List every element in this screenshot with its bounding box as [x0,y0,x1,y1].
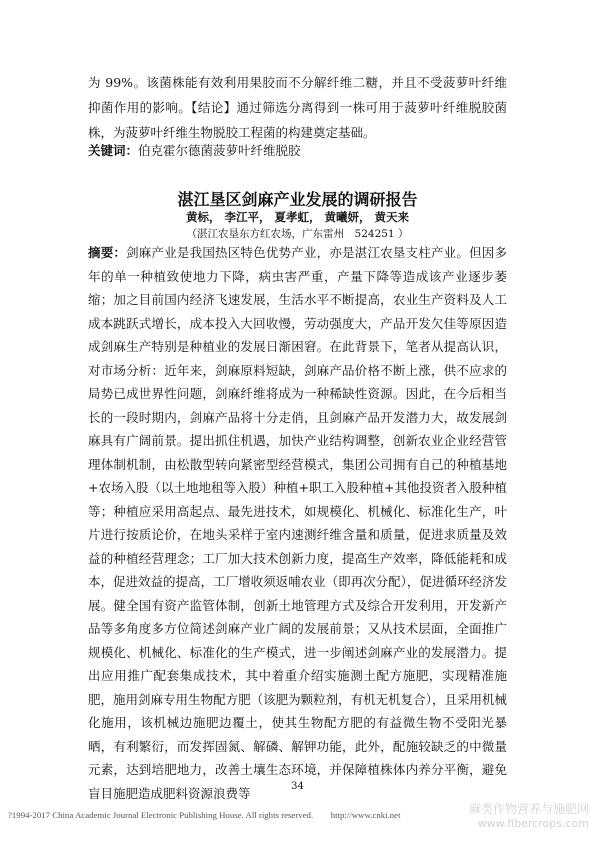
watermark-site-name: 麻类作物营养与施肥网 [468,802,589,816]
page-number: 34 [291,781,304,792]
footer-copyright: ?1994-2017 China Academic Journal Electronic Publishing House. All rights reserved. http://www.cnki.net [8,810,401,820]
abstract-text: 剑麻产业是我国热区特色优势产业，亦是湛江农垦支柱产业。但因多年的单一种植致使地力下降，病虫害严重，产量下降等造成该产业逐步萎缩；加之目前国内经济飞速发展，生活水平不断提高，农业生产资料及人工成本跳跃式增长，成本投入大回收慢，劳动强度大，产品开发欠佳等原因造成剑麻生产特别是种植业的发展日渐困窘。在此背景下，笔者从提高认识，对市场分析：近年来，剑麻原料短缺，剑麻产品价格不断上涨，供不应求的局势已成世界性问题，剑麻纤维将成为一种稀缺性资源。因此，在今后相当长的一段时期内，剑麻产品将十分走俏，且剑麻产品开发潜力大，故发展剑麻具有广阔前景。提出抓住机遇，加快产业结构调整，创新农业企业经营管理体制机制，由松散型转向紧密型经营模式，集团公司拥有自己的种植基地+农场入股（以土地地租等入股）种植+职工入股种植+其他投资者入股种植等；种植应采用高起点、最先进技术，如规模化、机械化、标准化生产，叶片进行按质论价，在地头采样于室内速测纤维含量和质量，促进求质量及效益的种植经营理念；工厂加大技术创新力度，提高生产效率，降低能耗和成本，促进效益的提高，工厂增收须返哺农业（即再次分配），促进循环经济发展。健全国有资产监管体制，创新土地管理方式及综合开发利用，开发新产品等多角度多方位简述剑麻产业广阔的发展前景；又从技术层面，全面推广规模化、机械化、标准化的生产模式，进一步阐述剑麻产业的发展潜力。提出应用推广配套集成技术，其中着重介绍实施测土配方施肥，实现精准施肥，施用剑麻专用生物配方肥（该肥为颗粒剂，有机无机复合），且采用机械化施用，该机械边施肥边覆土，使其生物配方肥的有益微生物不受阳光暴晒，有利繁衍，而发挥固氮、解磷、解钾功能，此外，配施较缺乏的中微量元素，达到培肥地力，改善土壤生态环境，并保障植株体内养分平衡，避免盲目施肥造成肥料资源浪费等 [88,245,507,801]
article-affiliation: （湛江农垦东方红农场，广东雷州 524251 ） [186,228,409,240]
article-abstract [88,241,507,805]
article-authors: 黄标， 李江平， 夏孝虹， 黄曦妍， 黄天来 [185,210,409,224]
article-title: 湛江垦区剑麻产业发展的调研报告 [177,190,418,209]
abstract-label: 摘要： [88,245,127,260]
keywords-text: 伯克霍尔德菌菠萝叶纤维脱胶 [138,143,301,158]
watermark [469,800,589,830]
keywords-label: 关键词： [88,143,139,158]
watermark-url: www.fibercrops.com [477,817,589,830]
keywords-line [88,142,301,160]
previous-abstract-continuation: 为 99%。该菌株能有效利用果胶而不分解纤维二糖，并且不受菠萝叶纤维抑菌作用的影响。【结论】通过筛选分离得到一株可用于菠萝叶纤维脱胶菌株，为菠萝叶纤维生物脱胶工程菌的构建奠定基础。 [88,75,507,140]
